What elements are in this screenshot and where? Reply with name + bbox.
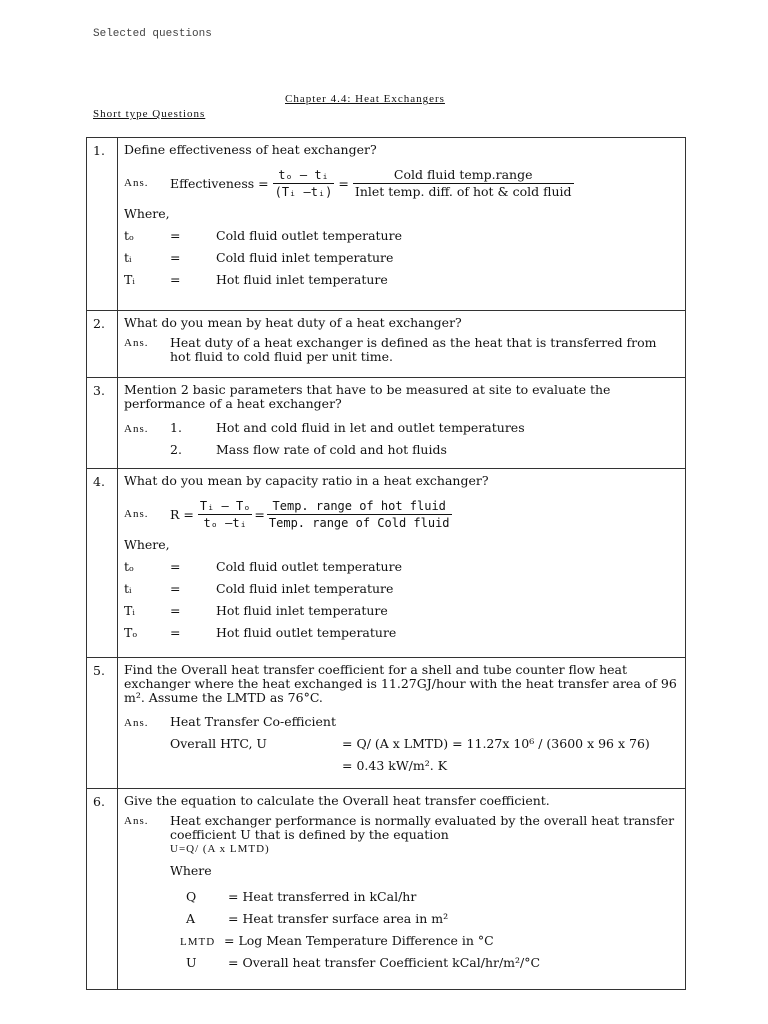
symbol: Q	[186, 889, 197, 904]
question-row-2	[87, 311, 686, 378]
fraction-denominator: Temp. range of Cold fluid	[268, 515, 450, 530]
equals-sign: =	[170, 250, 181, 265]
definition-text: = Heat transfer surface area in m²	[228, 911, 449, 926]
question-cell	[118, 658, 686, 789]
question-cell	[118, 469, 686, 658]
fraction-temperatures	[273, 167, 335, 200]
definition-row	[124, 952, 679, 974]
equals-sign: =	[254, 506, 265, 522]
fraction-numerator: Tᵢ – Tₒ	[199, 498, 251, 513]
symbol: Tᵢ	[124, 603, 135, 618]
symbol: A	[186, 911, 196, 926]
answer-text: Heat exchanger performance is normally evaluated by the overall heat transfer coefficient U that is defined by the equation	[170, 813, 675, 842]
definition-row	[124, 247, 679, 269]
equals-sign: =	[170, 272, 181, 287]
equals-sign: =	[170, 603, 181, 618]
answer-label: Overall HTC, U	[170, 736, 267, 751]
symbol: LMTD	[180, 936, 216, 948]
question-text: Give the equation to calculate the Overall heat transfer coefficient.	[124, 793, 550, 808]
symbol: tₒ	[124, 228, 134, 243]
question-row-5	[87, 658, 686, 789]
fraction-numerator: tₒ – tᵢ	[273, 167, 335, 184]
ans-label: Ans.	[124, 815, 149, 827]
symbol: Tᵢ	[124, 272, 135, 287]
item-text: Mass flow rate of cold and hot fluids	[216, 442, 447, 457]
item-number: 1.	[170, 420, 182, 435]
symbol: Tₒ	[124, 625, 138, 640]
question-row-4	[87, 469, 686, 658]
definition-text: Hot fluid inlet temperature	[216, 272, 388, 287]
equals-sign: =	[170, 625, 181, 640]
definition-row	[124, 269, 679, 291]
question-cell	[118, 311, 686, 378]
question-text: What do you mean by heat duty of a heat exchanger?	[124, 315, 462, 330]
definition-text: = Heat transferred in kCal/hr	[228, 889, 417, 904]
definition-row	[124, 225, 679, 247]
fraction-numerator: Cold fluid temp.range	[353, 167, 574, 184]
ans-label: Ans.	[124, 337, 149, 349]
definition-text: Cold fluid outlet temperature	[216, 559, 402, 574]
chapter-title: Chapter 4.4: Heat Exchangers	[285, 93, 445, 105]
question-number: 1.	[87, 138, 118, 311]
fraction-description	[353, 167, 574, 200]
questions-table	[86, 137, 686, 990]
answer-line	[124, 711, 679, 733]
question-row-1	[87, 138, 686, 311]
question-number: 5.	[87, 658, 118, 789]
ans-label: Ans.	[124, 423, 149, 435]
definition-text: = Overall heat transfer Coefficient kCal/hr/m²/°C	[228, 955, 541, 970]
definition-text: Hot fluid outlet temperature	[216, 625, 397, 640]
symbol: tₒ	[124, 559, 134, 574]
definition-row	[124, 886, 679, 908]
item-text: Hot and cold fluid in let and outlet temperatures	[216, 420, 525, 435]
answer-line	[124, 733, 679, 755]
symbol: U	[186, 955, 197, 970]
ans-label: Ans.	[124, 508, 149, 520]
formula: U=Q/ (A x LMTD)	[170, 843, 270, 855]
calculation-text: = Q/ (A x LMTD) = 11.27x 10⁶ / (3600 x 96 x 76)	[342, 736, 650, 751]
result-text: = 0.43 kW/m². K	[342, 758, 448, 773]
item-number: 2.	[170, 442, 182, 457]
definition-text: Cold fluid inlet temperature	[216, 581, 394, 596]
fraction-denominator: Inlet temp. diff. of hot & cold fluid	[354, 183, 572, 199]
definition-row	[124, 556, 679, 578]
where-label: Where	[170, 863, 212, 878]
symbol: tᵢ	[124, 581, 132, 596]
ans-label: Ans.	[124, 177, 149, 189]
question-text: Mention 2 basic parameters that have to be measured at site to evaluate the performance of a heat exchanger?	[124, 382, 611, 411]
question-number: 3.	[87, 378, 118, 469]
answer-item	[124, 439, 679, 461]
definition-row	[124, 908, 679, 930]
question-row-3	[87, 378, 686, 469]
section-heading: Short type Questions	[93, 108, 206, 120]
ans-label: Ans.	[124, 717, 149, 729]
equals-sign: =	[338, 175, 349, 191]
definition-text: Cold fluid inlet temperature	[216, 250, 394, 265]
definition-text: Cold fluid outlet temperature	[216, 228, 402, 243]
question-cell	[118, 378, 686, 469]
fraction-description	[267, 498, 452, 531]
formula-lhs: Effectiveness =	[170, 175, 269, 191]
fraction-numerator: Temp. range of hot fluid	[267, 498, 452, 515]
question-cell	[118, 138, 686, 311]
where-label: Where,	[124, 206, 170, 221]
question-text: Find the Overall heat transfer coefficient for a shell and tube counter flow heat exchanger where the heat exchanged is 11.27GJ/hour with the heat transfer area of 96 m². Assume the LMTD as 76°C.	[124, 662, 677, 705]
fraction-denominator: (Tᵢ –tᵢ)	[274, 184, 333, 199]
where-label: Where,	[124, 537, 170, 552]
definition-text: Hot fluid inlet temperature	[216, 603, 388, 618]
question-text: What do you mean by capacity ratio in a heat exchanger?	[124, 473, 489, 488]
question-number: 2.	[87, 311, 118, 378]
equals-sign: =	[170, 581, 181, 596]
running-head: Selected questions	[93, 28, 212, 40]
question-cell	[118, 789, 686, 990]
definition-text: = Log Mean Temperature Difference in °C	[224, 933, 494, 948]
definition-row	[124, 622, 679, 644]
equals-sign: =	[170, 228, 181, 243]
fraction-denominator: tₒ –tᵢ	[203, 515, 247, 530]
definition-row	[124, 930, 679, 952]
answer-text: Heat duty of a heat exchanger is defined as the heat that is transferred from hot fluid to cold fluid per unit time.	[170, 335, 657, 364]
question-number: 6.	[87, 789, 118, 990]
symbol: tᵢ	[124, 250, 132, 265]
equals-sign: =	[170, 559, 181, 574]
answer-line	[124, 755, 679, 777]
question-row-6	[87, 789, 686, 990]
answer-text: Heat Transfer Co-efficient	[170, 714, 337, 729]
formula-lhs: R =	[170, 506, 194, 522]
question-number: 4.	[87, 469, 118, 658]
fraction-temperatures	[198, 498, 253, 531]
question-text: Define effectiveness of heat exchanger?	[124, 142, 377, 157]
definition-row	[124, 600, 679, 622]
definition-row	[124, 578, 679, 600]
answer-item	[124, 417, 679, 439]
